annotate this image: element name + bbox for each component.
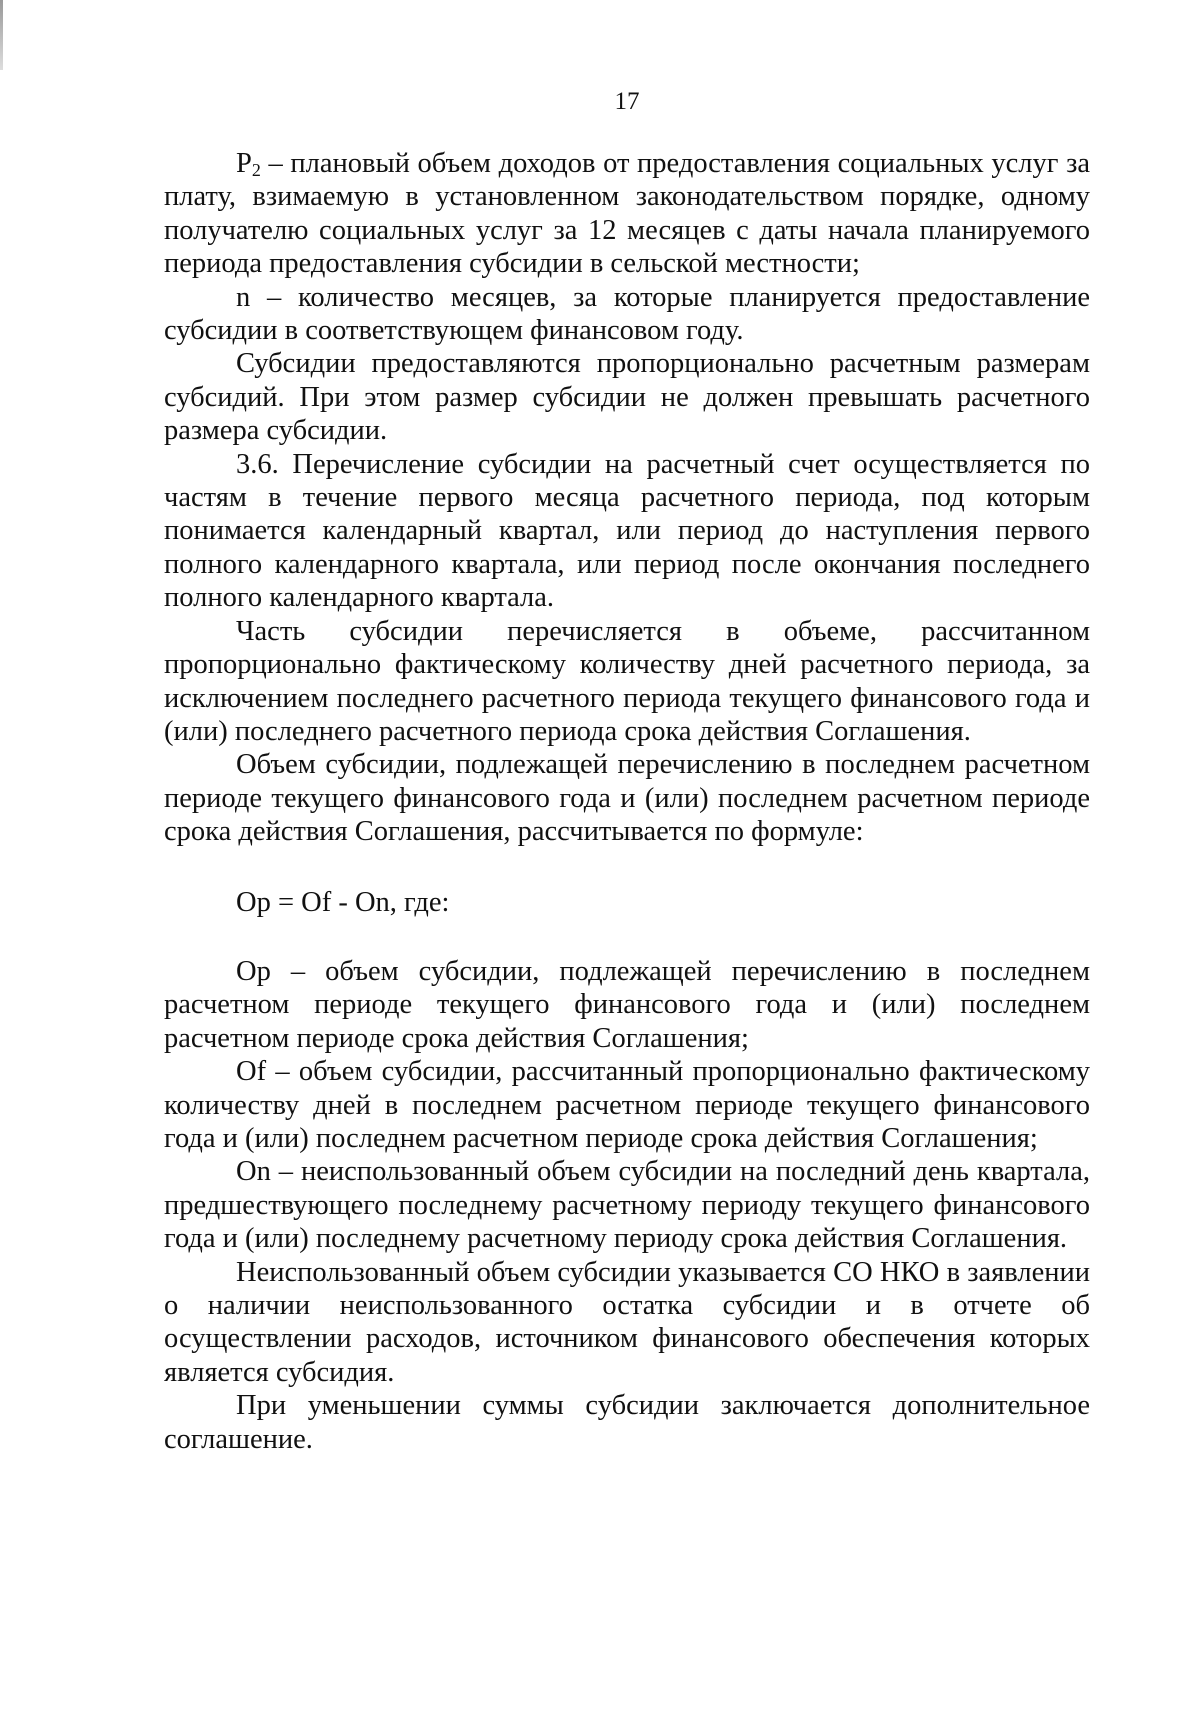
paragraph-proportional-subsidies: Субсидии предоставляются пропорционально расчетным размерам субсидий. При этом размер субсидии не должен превышать расчетного размера субсидии. <box>164 348 1090 447</box>
paragraph-unused-volume: Неиспользованный объем субсидии указывается СО НКО в заявлении о наличии неиспользованного остатка субсидии и в отчете об осуществлении расходов, источником финансового обеспечения которых является субсидия. <box>164 1256 1090 1388</box>
p2-subscript: 2 <box>251 160 261 180</box>
p2-definition-text: – плановый объем доходов от предоставления социальных услуг за плату, взимаемую в установленном законодательством порядке, одному получателю социальных услуг за 12 месяцев с даты начала планируемого периода предоставления субсидии в сельской местности; <box>164 148 1090 280</box>
paragraph-part-of-subsidy: Часть субсидии перечисляется в объеме, рассчитанном пропорционально фактическому количеству дней расчетного периода, за исключением последнего расчетного периода текущего финансового года и (или) последнего расчетного периода срока действия Соглашения. <box>164 615 1090 747</box>
paragraph-reduction-agreement: При уменьшении суммы субсидии заключается дополнительное соглашение. <box>164 1390 1090 1455</box>
document-body <box>164 147 1090 1456</box>
scan-edge-mark <box>0 0 3 70</box>
paragraph-p2-definition <box>164 147 1090 281</box>
paragraph-3-6-transfer: 3.6. Перечисление субсидии на расчетный счет осуществляется по частям в течение первого месяца расчетного периода, под которым понимается календарный квартал, или период до наступления первого полного календарного квартала, или период после окончания последнего полного календарного квартала. <box>164 448 1090 614</box>
paragraph-op-definition: Op – объем субсидии, подлежащей перечислению в последнем расчетном периоде текущего финансового года и (или) последнем расчетном периоде срока действия Соглашения; <box>164 955 1090 1054</box>
p2-symbol: P <box>236 148 252 179</box>
paragraph-n-definition: n – количество месяцев, за которые планируется предоставление субсидии в соответствующем финансовом году. <box>164 281 1090 347</box>
paragraph-last-period-volume: Объем субсидии, подлежащей перечислению в последнем расчетном периоде текущего финансового года и (или) последнем расчетном периоде срока действия Соглашения, рассчитывается по формуле: <box>164 749 1090 848</box>
paragraph-of-definition: Of – объем субсидии, рассчитанный пропорционально фактическому количеству дней в последнем расчетном периоде текущего финансового года и (или) последнем расчетном периоде срока действия Соглашения; <box>164 1056 1090 1154</box>
page-number: 17 <box>614 88 640 115</box>
formula: Op = Of - On, где: <box>236 886 450 918</box>
paragraph-on-definition: On – неиспользованный объем субсидии на последний день квартала, предшествующего последнему расчетному периоду текущего финансового года и (или) последнему расчетному периоду срока действия Соглашения. <box>164 1156 1090 1255</box>
